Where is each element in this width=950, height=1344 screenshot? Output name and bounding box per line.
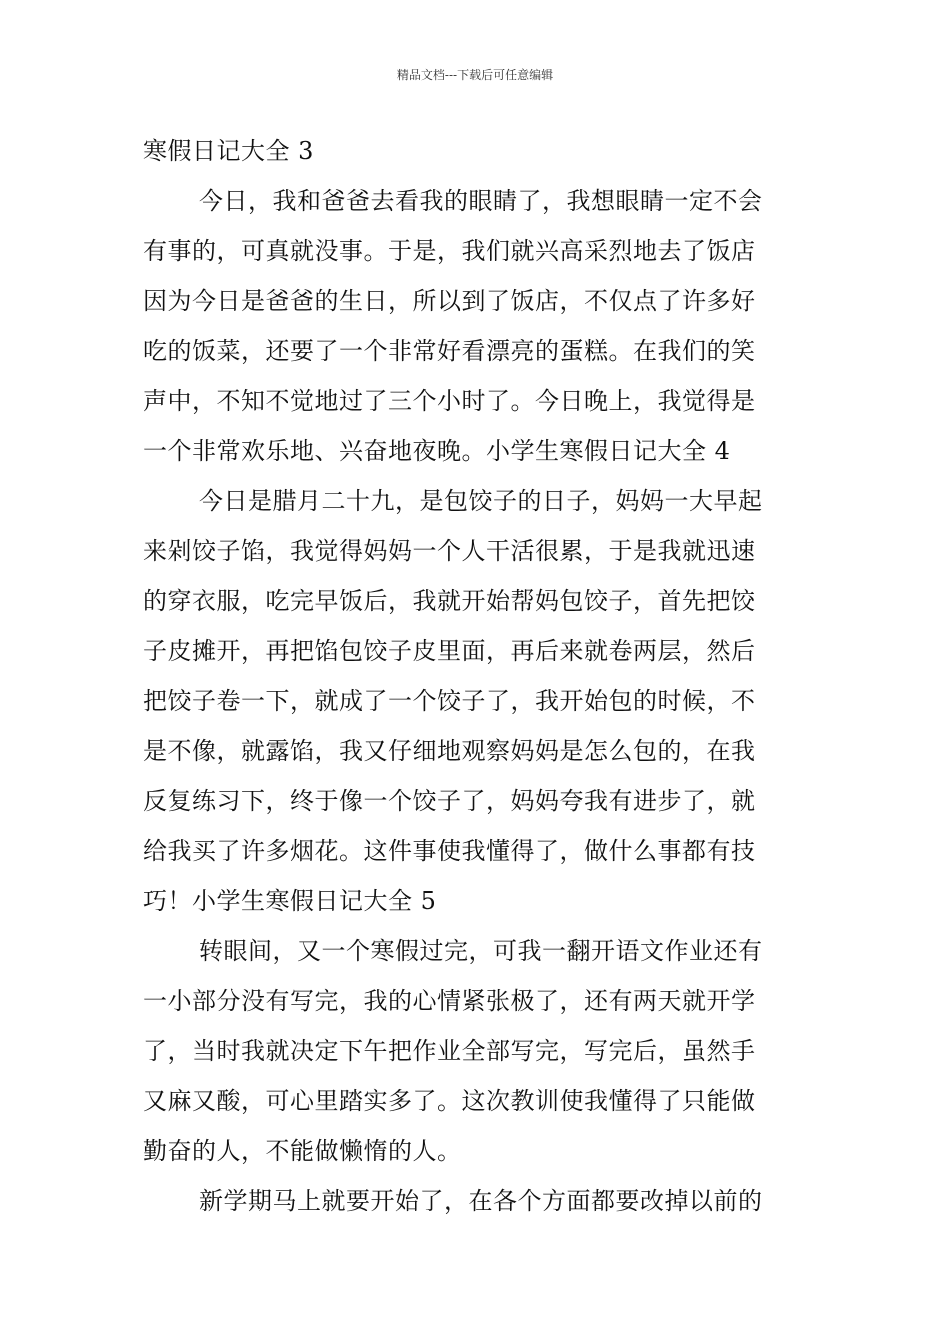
paragraph-line: 给我买了许多烟花。这件事使我懂得了，做什么事都有技 <box>143 837 756 865</box>
paragraph-line: 有事的，可真就没事。于是，我们就兴高采烈地去了饭店 <box>143 237 756 265</box>
paragraph-line: 今日，我和爸爸去看我的眼睛了，我想眼睛一定不会 <box>199 187 763 215</box>
paragraph-line: 转眼间，又一个寒假过完，可我一翻开语文作业还有 <box>199 937 763 965</box>
paragraph-2 <box>143 476 807 926</box>
paragraph-line: 反复练习下，终于像一个饺子了，妈妈夸我有进步了，就 <box>143 787 756 815</box>
paragraph-line: 来剁饺子馅，我觉得妈妈一个人干活很累，于是我就迅速 <box>143 537 756 565</box>
paragraph-line: 巧！小学生寒假日记大全 5 <box>143 887 437 915</box>
paragraph-line: 新学期马上就要开始了，在各个方面都要改掉以前的 <box>199 1187 763 1215</box>
paragraph-line: 把饺子卷一下，就成了一个饺子了，我开始包的时候，不 <box>143 687 756 715</box>
paragraph-line: 了，当时我就决定下午把作业全部写完，写完后，虽然手 <box>143 1037 756 1065</box>
paragraph-line: 今日是腊月二十九，是包饺子的日子，妈妈一大早起 <box>199 487 763 515</box>
paragraph-line: 吃的饭菜，还要了一个非常好看漂亮的蛋糕。在我们的笑 <box>143 337 756 365</box>
paragraph-line: 又麻又酸，可心里踏实多了。这次教训使我懂得了只能做 <box>143 1087 756 1115</box>
paragraph-line: 声中，不知不觉地过了三个小时了。今日晚上，我觉得是 <box>143 387 756 415</box>
paragraph-line: 一个非常欢乐地、兴奋地夜晚。小学生寒假日记大全 4 <box>143 437 731 465</box>
section-title: 寒假日记大全 3 <box>143 137 314 165</box>
header-note: 精品文档---下载后可任意编辑 <box>396 68 554 82</box>
paragraph-3 <box>143 926 807 1176</box>
paragraph-line: 一小部分没有写完，我的心情紧张极了，还有两天就开学 <box>143 987 756 1015</box>
paragraph-4 <box>143 1176 807 1226</box>
paragraph-line: 勤奋的人，不能做懒惰的人。 <box>143 1137 462 1165</box>
paragraph-line: 是不像，就露馅，我又仔细地观察妈妈是怎么包的，在我 <box>143 737 756 765</box>
paragraph-line: 的穿衣服，吃完早饭后，我就开始帮妈包饺子，首先把饺 <box>143 587 756 615</box>
document-body <box>143 126 807 1226</box>
paragraph-line: 子皮摊开，再把馅包饺子皮里面，再后来就卷两层，然后 <box>143 637 756 665</box>
paragraph-line: 因为今日是爸爸的生日，所以到了饭店，不仅点了许多好 <box>143 287 756 315</box>
paragraph-1 <box>143 176 807 476</box>
